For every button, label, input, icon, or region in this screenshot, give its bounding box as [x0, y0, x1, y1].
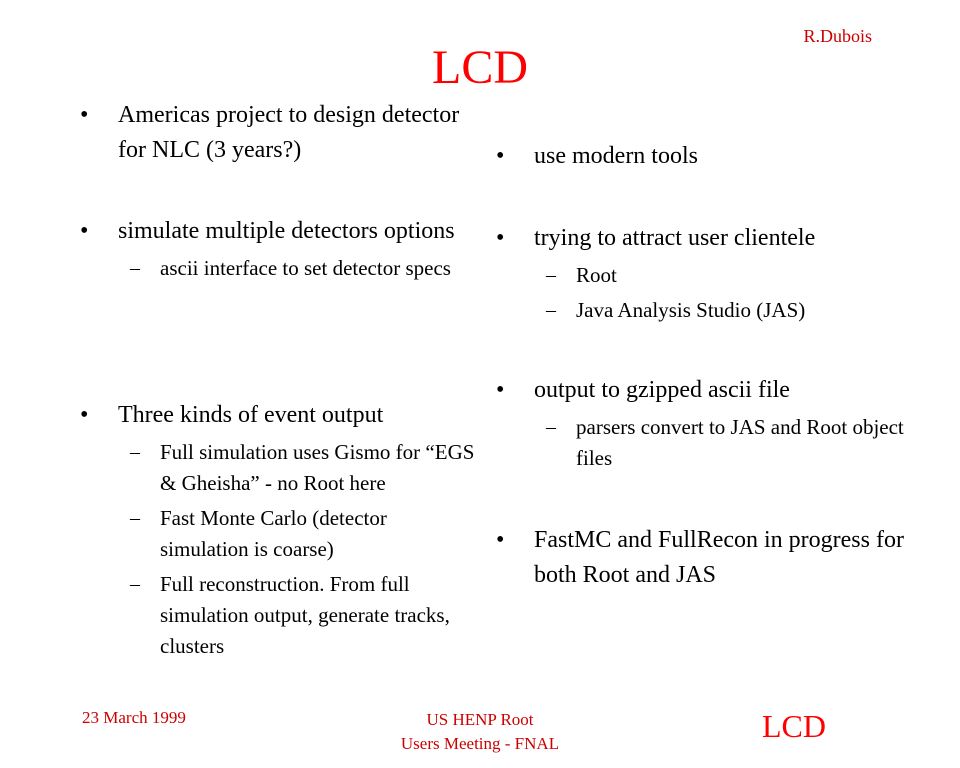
bullet-item — [496, 139, 916, 174]
footer-event — [330, 708, 630, 756]
dash-icon: – — [546, 299, 556, 321]
bullet-text: output to gzipped ascii file — [534, 377, 790, 403]
sub-bullet-item — [130, 253, 480, 284]
footer-event-line: Users Meeting - FNAL — [400, 734, 560, 753]
bullet-item — [80, 98, 480, 168]
bullet-icon: • — [496, 527, 505, 553]
dash-icon: – — [130, 573, 140, 595]
bullet-item — [496, 523, 916, 593]
sub-bullet-text: Full simulation uses Gismo for “EGS & Gheisha” - no Root here — [160, 440, 475, 495]
bullet-icon: • — [80, 402, 89, 428]
footer-date: 23 March 1999 — [82, 708, 186, 727]
sub-bullet-text: parsers convert to JAS and Root object files — [576, 415, 904, 470]
bullet-text: Americas project to design detector for NLC (3 years?) — [118, 102, 460, 163]
bullet-icon: • — [496, 143, 505, 169]
sub-bullet-item — [130, 569, 480, 662]
bullet-item — [496, 373, 916, 474]
bullet-item — [80, 214, 480, 284]
sub-bullet-item — [546, 260, 916, 291]
sub-bullet-item — [130, 437, 480, 499]
sub-bullet-text: Root — [576, 263, 617, 287]
sub-bullet-text: Java Analysis Studio (JAS) — [576, 298, 806, 322]
bullet-icon: • — [496, 225, 505, 251]
footer-logo: LCD — [762, 708, 826, 744]
bullet-item — [496, 221, 916, 326]
sub-bullet-text: ascii interface to set detector specs — [160, 256, 451, 280]
footer-event-line: US HENP Root — [426, 710, 534, 729]
slide-title: LCD — [432, 41, 528, 94]
bullet-text: Three kinds of event output — [118, 402, 384, 428]
sub-bullet-item — [546, 412, 916, 474]
bullet-text: simulate multiple detectors options — [118, 218, 455, 244]
bullet-icon: • — [80, 102, 89, 128]
bullet-icon: • — [80, 218, 89, 244]
bullet-text: FastMC and FullRecon in progress for both Root and JAS — [534, 527, 904, 588]
bullet-icon: • — [496, 377, 505, 403]
dash-icon: – — [130, 441, 140, 463]
bullet-text: use modern tools — [534, 143, 698, 169]
author-name: R.Dubois — [803, 26, 872, 46]
sub-bullet-item — [546, 295, 916, 326]
bullet-text: trying to attract user clientele — [534, 225, 816, 251]
dash-icon: – — [130, 507, 140, 529]
dash-icon: – — [130, 257, 140, 279]
dash-icon: – — [546, 416, 556, 438]
bullet-item — [80, 398, 480, 662]
sub-bullet-text: Fast Monte Carlo (detector simulation is coarse) — [160, 506, 387, 561]
dash-icon: – — [546, 264, 556, 286]
sub-bullet-item — [130, 503, 480, 565]
sub-bullet-text: Full reconstruction. From full simulation output, generate tracks, clusters — [160, 572, 450, 658]
